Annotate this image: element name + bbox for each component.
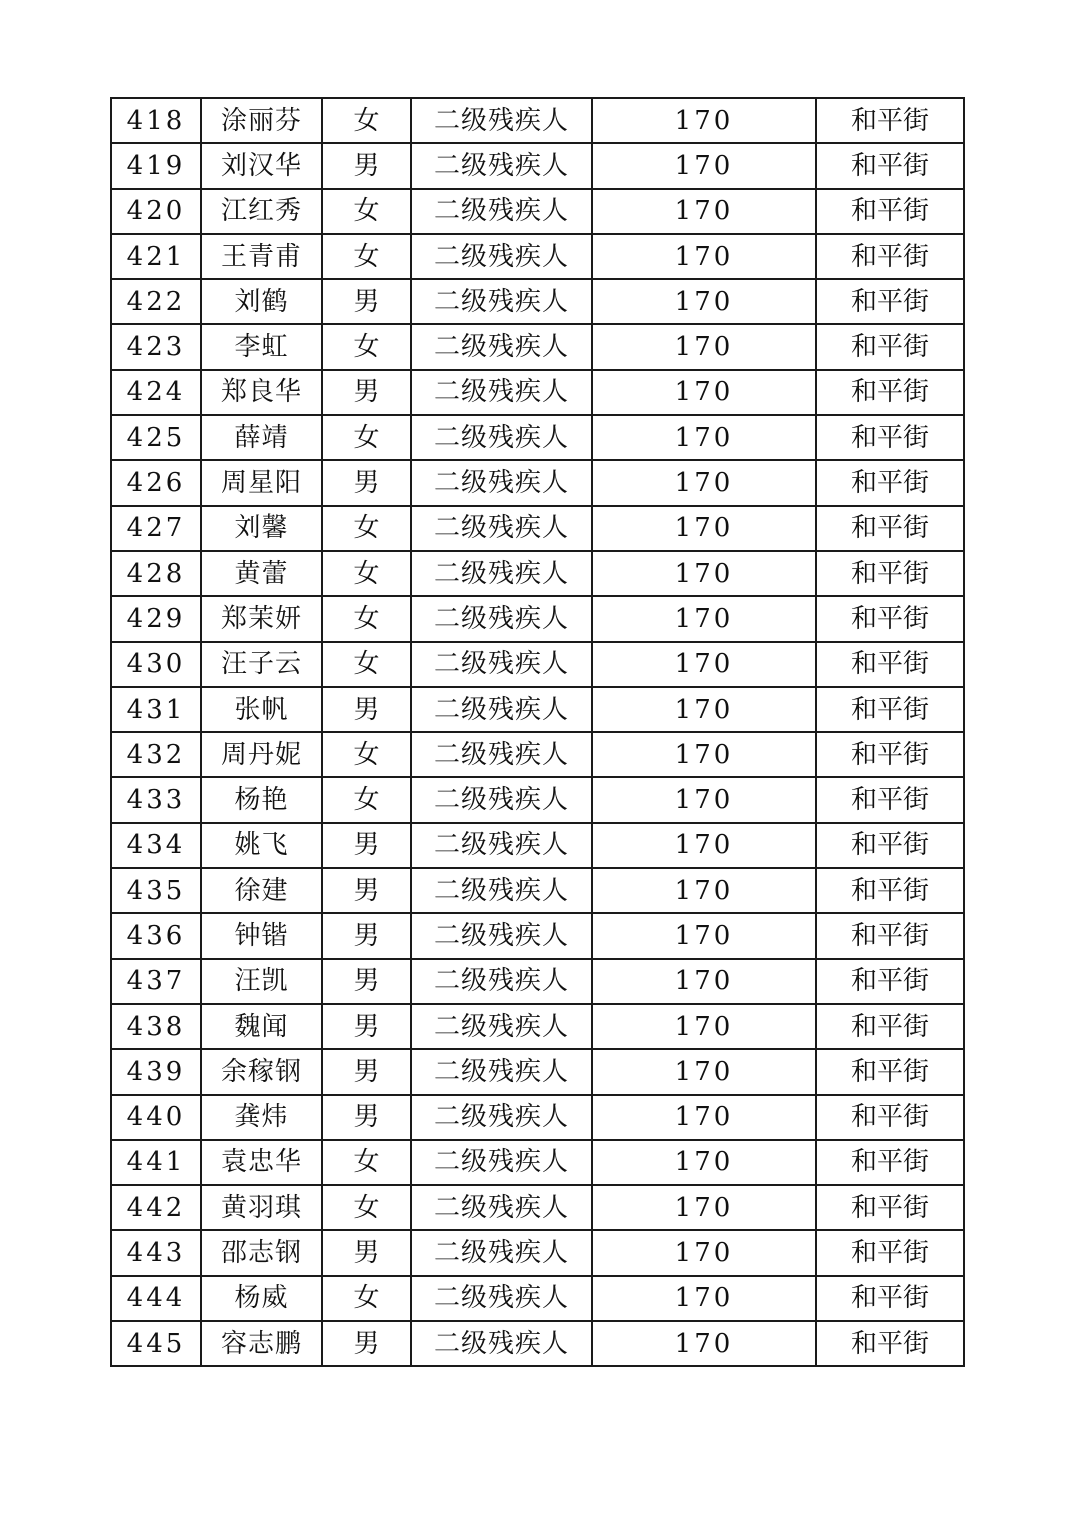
- gender-cell: 男: [322, 868, 411, 913]
- street-cell: 和平街: [816, 324, 964, 369]
- name-cell: 郑良华: [201, 370, 322, 415]
- row-number-cell: 425: [111, 415, 201, 460]
- row-number-cell: 438: [111, 1004, 201, 1049]
- amount-cell: 170: [592, 732, 816, 777]
- table-row: [111, 777, 964, 822]
- table-row: [111, 596, 964, 641]
- name-cell: 刘汉华: [201, 143, 322, 188]
- street-cell: 和平街: [816, 959, 964, 1004]
- street-cell: 和平街: [816, 279, 964, 324]
- name-cell: 魏闻: [201, 1004, 322, 1049]
- table-row: [111, 959, 964, 1004]
- roster-table-body: [111, 98, 964, 1366]
- disability-level-cell: 二级残疾人: [411, 324, 592, 369]
- amount-cell: 170: [592, 1276, 816, 1321]
- name-cell: 张帆: [201, 687, 322, 732]
- name-cell: 李虹: [201, 324, 322, 369]
- table-row: [111, 1004, 964, 1049]
- gender-cell: 女: [322, 1185, 411, 1230]
- amount-cell: 170: [592, 642, 816, 687]
- amount-cell: 170: [592, 1095, 816, 1140]
- table-row: [111, 460, 964, 505]
- table-row: [111, 868, 964, 913]
- disability-level-cell: 二级残疾人: [411, 642, 592, 687]
- name-cell: 邵志钢: [201, 1230, 322, 1275]
- table-row: [111, 732, 964, 777]
- row-number-cell: 424: [111, 370, 201, 415]
- amount-cell: 170: [592, 1004, 816, 1049]
- row-number-cell: 436: [111, 913, 201, 958]
- name-cell: 周丹妮: [201, 732, 322, 777]
- street-cell: 和平街: [816, 189, 964, 234]
- name-cell: 刘馨: [201, 506, 322, 551]
- amount-cell: 170: [592, 234, 816, 279]
- name-cell: 涂丽芬: [201, 98, 322, 143]
- row-number-cell: 434: [111, 823, 201, 868]
- street-cell: 和平街: [816, 551, 964, 596]
- street-cell: 和平街: [816, 1230, 964, 1275]
- name-cell: 姚飞: [201, 823, 322, 868]
- name-cell: 龚炜: [201, 1095, 322, 1140]
- amount-cell: 170: [592, 1140, 816, 1185]
- name-cell: 周星阳: [201, 460, 322, 505]
- amount-cell: 170: [592, 959, 816, 1004]
- name-cell: 黄蕾: [201, 551, 322, 596]
- disability-level-cell: 二级残疾人: [411, 1004, 592, 1049]
- table-row: [111, 234, 964, 279]
- disability-level-cell: 二级残疾人: [411, 143, 592, 188]
- street-cell: 和平街: [816, 1185, 964, 1230]
- row-number-cell: 439: [111, 1049, 201, 1094]
- gender-cell: 女: [322, 1140, 411, 1185]
- gender-cell: 女: [322, 324, 411, 369]
- amount-cell: 170: [592, 1321, 816, 1366]
- disability-level-cell: 二级残疾人: [411, 913, 592, 958]
- amount-cell: 170: [592, 687, 816, 732]
- row-number-cell: 432: [111, 732, 201, 777]
- disability-level-cell: 二级残疾人: [411, 98, 592, 143]
- name-cell: 黄羽琪: [201, 1185, 322, 1230]
- row-number-cell: 418: [111, 98, 201, 143]
- gender-cell: 男: [322, 370, 411, 415]
- disability-level-cell: 二级残疾人: [411, 415, 592, 460]
- table-row: [111, 1095, 964, 1140]
- gender-cell: 男: [322, 823, 411, 868]
- disability-level-cell: 二级残疾人: [411, 732, 592, 777]
- row-number-cell: 420: [111, 189, 201, 234]
- gender-cell: 男: [322, 959, 411, 1004]
- gender-cell: 女: [322, 415, 411, 460]
- name-cell: 郑茉妍: [201, 596, 322, 641]
- disability-level-cell: 二级残疾人: [411, 1140, 592, 1185]
- street-cell: 和平街: [816, 460, 964, 505]
- amount-cell: 170: [592, 460, 816, 505]
- disability-level-cell: 二级残疾人: [411, 460, 592, 505]
- gender-cell: 女: [322, 551, 411, 596]
- gender-cell: 男: [322, 143, 411, 188]
- name-cell: 王青甫: [201, 234, 322, 279]
- table-row: [111, 823, 964, 868]
- name-cell: 杨威: [201, 1276, 322, 1321]
- amount-cell: 170: [592, 143, 816, 188]
- name-cell: 余稼钢: [201, 1049, 322, 1094]
- table-row: [111, 642, 964, 687]
- name-cell: 汪凯: [201, 959, 322, 1004]
- disability-level-cell: 二级残疾人: [411, 777, 592, 822]
- table-row: [111, 98, 964, 143]
- gender-cell: 女: [322, 642, 411, 687]
- table-row: [111, 1230, 964, 1275]
- gender-cell: 女: [322, 777, 411, 822]
- street-cell: 和平街: [816, 1049, 964, 1094]
- name-cell: 刘鹤: [201, 279, 322, 324]
- table-row: [111, 1140, 964, 1185]
- gender-cell: 女: [322, 732, 411, 777]
- street-cell: 和平街: [816, 777, 964, 822]
- street-cell: 和平街: [816, 1140, 964, 1185]
- gender-cell: 女: [322, 98, 411, 143]
- amount-cell: 170: [592, 823, 816, 868]
- row-number-cell: 419: [111, 143, 201, 188]
- disability-level-cell: 二级残疾人: [411, 189, 592, 234]
- amount-cell: 170: [592, 868, 816, 913]
- disability-level-cell: 二级残疾人: [411, 1321, 592, 1366]
- table-row: [111, 1049, 964, 1094]
- street-cell: 和平街: [816, 506, 964, 551]
- row-number-cell: 443: [111, 1230, 201, 1275]
- name-cell: 杨艳: [201, 777, 322, 822]
- gender-cell: 男: [322, 1049, 411, 1094]
- table-row: [111, 143, 964, 188]
- gender-cell: 男: [322, 1321, 411, 1366]
- street-cell: 和平街: [816, 98, 964, 143]
- table-row: [111, 415, 964, 460]
- name-cell: 汪子云: [201, 642, 322, 687]
- amount-cell: 170: [592, 913, 816, 958]
- amount-cell: 170: [592, 279, 816, 324]
- row-number-cell: 426: [111, 460, 201, 505]
- roster-table: [110, 97, 965, 1367]
- amount-cell: 170: [592, 551, 816, 596]
- disability-level-cell: 二级残疾人: [411, 823, 592, 868]
- street-cell: 和平街: [816, 415, 964, 460]
- street-cell: 和平街: [816, 234, 964, 279]
- disability-level-cell: 二级残疾人: [411, 1276, 592, 1321]
- street-cell: 和平街: [816, 823, 964, 868]
- name-cell: 薛靖: [201, 415, 322, 460]
- gender-cell: 男: [322, 1004, 411, 1049]
- name-cell: 钟锴: [201, 913, 322, 958]
- disability-level-cell: 二级残疾人: [411, 596, 592, 641]
- gender-cell: 男: [322, 913, 411, 958]
- street-cell: 和平街: [816, 143, 964, 188]
- street-cell: 和平街: [816, 687, 964, 732]
- gender-cell: 男: [322, 1230, 411, 1275]
- gender-cell: 男: [322, 460, 411, 505]
- row-number-cell: 440: [111, 1095, 201, 1140]
- street-cell: 和平街: [816, 596, 964, 641]
- disability-level-cell: 二级残疾人: [411, 506, 592, 551]
- name-cell: 袁忠华: [201, 1140, 322, 1185]
- row-number-cell: 444: [111, 1276, 201, 1321]
- disability-level-cell: 二级残疾人: [411, 959, 592, 1004]
- row-number-cell: 428: [111, 551, 201, 596]
- amount-cell: 170: [592, 777, 816, 822]
- amount-cell: 170: [592, 415, 816, 460]
- amount-cell: 170: [592, 506, 816, 551]
- gender-cell: 男: [322, 1095, 411, 1140]
- amount-cell: 170: [592, 596, 816, 641]
- disability-level-cell: 二级残疾人: [411, 370, 592, 415]
- table-row: [111, 687, 964, 732]
- row-number-cell: 427: [111, 506, 201, 551]
- row-number-cell: 430: [111, 642, 201, 687]
- street-cell: 和平街: [816, 370, 964, 415]
- disability-level-cell: 二级残疾人: [411, 1049, 592, 1094]
- amount-cell: 170: [592, 324, 816, 369]
- disability-level-cell: 二级残疾人: [411, 1095, 592, 1140]
- gender-cell: 男: [322, 279, 411, 324]
- street-cell: 和平街: [816, 868, 964, 913]
- street-cell: 和平街: [816, 1321, 964, 1366]
- gender-cell: 女: [322, 234, 411, 279]
- disability-level-cell: 二级残疾人: [411, 687, 592, 732]
- table-row: [111, 1321, 964, 1366]
- amount-cell: 170: [592, 98, 816, 143]
- gender-cell: 女: [322, 506, 411, 551]
- row-number-cell: 421: [111, 234, 201, 279]
- table-row: [111, 551, 964, 596]
- row-number-cell: 423: [111, 324, 201, 369]
- row-number-cell: 445: [111, 1321, 201, 1366]
- table-row: [111, 324, 964, 369]
- table-row: [111, 913, 964, 958]
- row-number-cell: 437: [111, 959, 201, 1004]
- disability-level-cell: 二级残疾人: [411, 1230, 592, 1275]
- row-number-cell: 429: [111, 596, 201, 641]
- amount-cell: 170: [592, 1049, 816, 1094]
- table-row: [111, 506, 964, 551]
- table-row: [111, 279, 964, 324]
- name-cell: 江红秀: [201, 189, 322, 234]
- row-number-cell: 441: [111, 1140, 201, 1185]
- table-row: [111, 189, 964, 234]
- street-cell: 和平街: [816, 1276, 964, 1321]
- table-row: [111, 370, 964, 415]
- amount-cell: 170: [592, 189, 816, 234]
- gender-cell: 女: [322, 1276, 411, 1321]
- disability-level-cell: 二级残疾人: [411, 551, 592, 596]
- row-number-cell: 422: [111, 279, 201, 324]
- name-cell: 徐建: [201, 868, 322, 913]
- table-row: [111, 1276, 964, 1321]
- row-number-cell: 435: [111, 868, 201, 913]
- amount-cell: 170: [592, 1230, 816, 1275]
- street-cell: 和平街: [816, 1004, 964, 1049]
- gender-cell: 女: [322, 189, 411, 234]
- street-cell: 和平街: [816, 913, 964, 958]
- street-cell: 和平街: [816, 732, 964, 777]
- gender-cell: 女: [322, 596, 411, 641]
- disability-level-cell: 二级残疾人: [411, 234, 592, 279]
- row-number-cell: 431: [111, 687, 201, 732]
- disability-level-cell: 二级残疾人: [411, 868, 592, 913]
- name-cell: 容志鹏: [201, 1321, 322, 1366]
- row-number-cell: 442: [111, 1185, 201, 1230]
- disability-level-cell: 二级残疾人: [411, 279, 592, 324]
- amount-cell: 170: [592, 1185, 816, 1230]
- street-cell: 和平街: [816, 1095, 964, 1140]
- disability-level-cell: 二级残疾人: [411, 1185, 592, 1230]
- amount-cell: 170: [592, 370, 816, 415]
- gender-cell: 男: [322, 687, 411, 732]
- street-cell: 和平街: [816, 642, 964, 687]
- row-number-cell: 433: [111, 777, 201, 822]
- table-row: [111, 1185, 964, 1230]
